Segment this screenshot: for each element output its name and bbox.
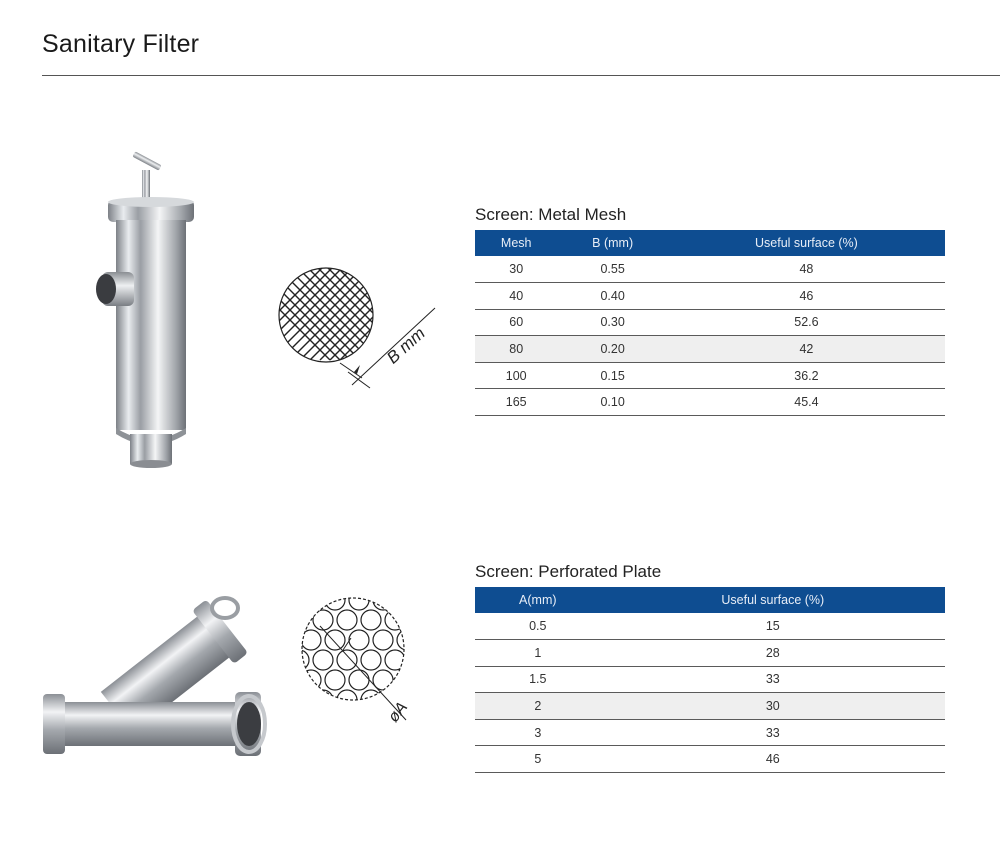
table-cell: 0.55: [557, 256, 667, 283]
table-cell: 0.15: [557, 362, 667, 389]
table-cell: 46: [668, 283, 945, 310]
y-filter-image: [35, 590, 275, 780]
table-row: [475, 719, 945, 746]
metal-mesh-table: [475, 230, 945, 416]
table-row: [475, 336, 945, 363]
table-cell: 36.2: [668, 362, 945, 389]
table-cell: 0.20: [557, 336, 667, 363]
table-cell: 30: [601, 693, 945, 720]
metal-mesh-diagram: [270, 260, 450, 400]
perforated-plate-table: [475, 587, 945, 773]
perforated-plate-diagram: [298, 592, 418, 732]
table-cell: 48: [668, 256, 945, 283]
table-cell: 5: [475, 746, 601, 773]
table-cell: 165: [475, 389, 557, 416]
column-header: B (mm): [557, 230, 667, 256]
table-cell: 80: [475, 336, 557, 363]
table-cell: 30: [475, 256, 557, 283]
page-title: Sanitary Filter: [42, 30, 200, 58]
table-cell: 52.6: [668, 309, 945, 336]
column-header: A(mm): [475, 587, 601, 613]
table-cell: 0.40: [557, 283, 667, 310]
perforated-plate-title: Screen: Perforated Plate: [475, 562, 662, 581]
table-cell: 15: [601, 613, 945, 640]
table-cell: 42: [668, 336, 945, 363]
table-cell: 3: [475, 719, 601, 746]
table-cell: 100: [475, 362, 557, 389]
table-cell: 2: [475, 693, 601, 720]
table-row: [475, 389, 945, 416]
table-cell: 0.10: [557, 389, 667, 416]
table-cell: 45.4: [668, 389, 945, 416]
table-cell: 46: [601, 746, 945, 773]
table-row: [475, 613, 945, 640]
table-cell: 33: [601, 719, 945, 746]
table-cell: 1.5: [475, 666, 601, 693]
table-cell: 33: [601, 666, 945, 693]
column-header: Mesh: [475, 230, 557, 256]
column-header: Useful surface (%): [601, 587, 945, 613]
table-cell: 60: [475, 309, 557, 336]
table-cell: 1: [475, 640, 601, 667]
table-row: [475, 693, 945, 720]
table-cell: 0.30: [557, 309, 667, 336]
column-header: Useful surface (%): [668, 230, 945, 256]
table-row: [475, 362, 945, 389]
table-row: [475, 309, 945, 336]
angle-filter-image: [90, 150, 210, 470]
table-cell: 0.5: [475, 613, 601, 640]
table-cell: 40: [475, 283, 557, 310]
table-row: [475, 746, 945, 773]
plate-dimension-label: øA: [385, 699, 412, 726]
mesh-dimension-label: B mm: [383, 323, 429, 368]
metal-mesh-title: Screen: Metal Mesh: [475, 205, 627, 224]
title-divider: [42, 75, 1000, 76]
table-cell: 28: [601, 640, 945, 667]
table-row: [475, 256, 945, 283]
table-row: [475, 666, 945, 693]
table-row: [475, 640, 945, 667]
table-row: [475, 283, 945, 310]
